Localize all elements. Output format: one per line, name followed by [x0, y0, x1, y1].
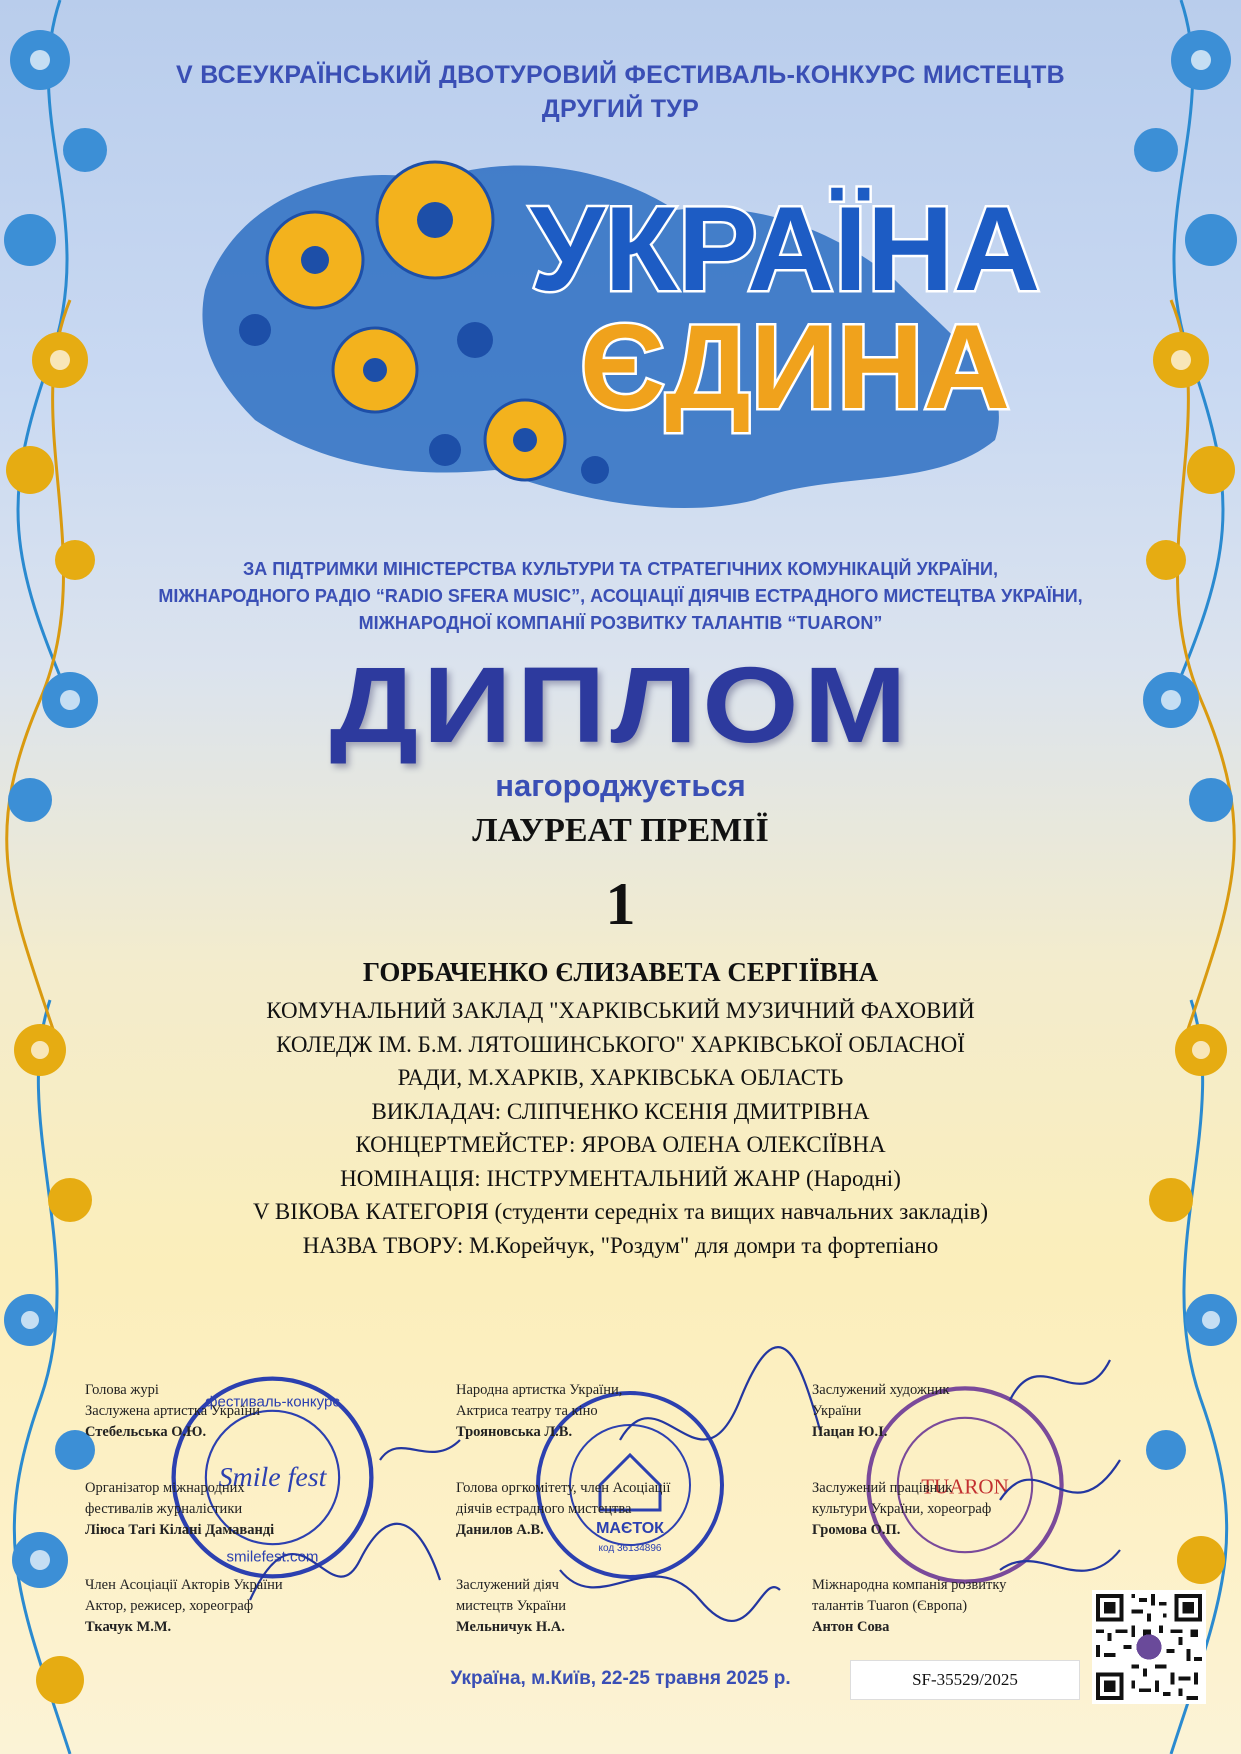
details-line: V ВІКОВА КАТЕГОРІЯ (студенти середніх та вищих навчальних закладів) [252, 1199, 989, 1224]
logo-word-united: ЄДИНА [579, 300, 1011, 434]
festival-title-line1: V ВСЕУКРАЇНСЬКИЙ ДВОТУРОВИЙ ФЕСТИВАЛЬ-КОНКУРС МИСТЕЦТВ [175, 61, 1066, 89]
signatory-jury-head [85, 1380, 260, 1443]
signatory-name: Трояновська Л.В. [456, 1424, 573, 1440]
details-line: НОМІНАЦІЯ: ІНСТРУМЕНТАЛЬНИЙ ЖАНР (Народні) [340, 1165, 901, 1191]
support-line2: МІЖНАРОДНОГО РАДІО “RADIO SFERA MUSIC”, АСОЦІАЦІЇ ДІЯЧІВ ЕСТРАДНОГО МИСТЕЦТВА УКРАЇНИ, [158, 586, 1083, 606]
signatory-role: культури України, хореограф [812, 1501, 992, 1517]
signatory-role: України [812, 1403, 862, 1419]
signatory-role: Міжнародна компанія розвитку [812, 1577, 1007, 1593]
tuaron-stamp-center: TUARON [921, 1474, 1009, 1499]
support-line1: ЗА ПІДТРИМКИ МІНІСТЕРСТВА КУЛЬТУРИ ТА СТРАТЕГІЧНИХ КОМУНІКАЦІЙ УКРАЇНИ, [243, 559, 998, 579]
maetok-stamp-center: МАЄТОК [596, 1520, 664, 1537]
signatory-role: Заслужений художник [812, 1382, 950, 1398]
support-text [0, 556, 1241, 637]
signatory-role: талантів Tuaron (Європа) [812, 1598, 968, 1614]
signatory-name: Данилов А.В. [456, 1522, 544, 1538]
signatory-role: діячів естрадного мистецтва [456, 1501, 632, 1517]
signatory-melnychuk [456, 1575, 566, 1638]
signatory-name: Громова О.П. [812, 1522, 901, 1538]
details-line: РАДИ, М.ХАРКІВ, ХАРКІВСЬКА ОБЛАСТЬ [397, 1065, 844, 1090]
serial-number: SF-35529/2025 [850, 1660, 1080, 1700]
maetok-stamp-code: код 36134896 [598, 1543, 662, 1554]
signatory-sova [812, 1575, 1006, 1638]
recipient-details [0, 994, 1241, 1262]
prize-title: ЛАУРЕАТ ПРЕМІЇ [472, 812, 769, 849]
signatory-troyanovska [456, 1380, 622, 1443]
prize-place: 1 [605, 871, 636, 937]
logo-word-ukraine: УКРАЇНА [529, 182, 1041, 316]
signatory-role: Заслужений працівник [812, 1480, 953, 1496]
signatory-role: Актор, режисер, хореограф [85, 1598, 254, 1614]
smile-stamp-top: фестиваль-конкурс [205, 1393, 340, 1411]
recipient-name: ГОРБАЧЕНКО ЄЛИЗАВЕТА СЕРГІЇВНА [362, 957, 879, 987]
event-place-date: Україна, м.Київ, 22-25 травня 2025 р. [450, 1668, 791, 1689]
signatory-name: Мельничук Н.А. [456, 1619, 565, 1635]
ukraine-united-logo [195, 140, 1055, 520]
signatory-role: Актриса театру та кіно [456, 1403, 598, 1419]
details-line: КОМУНАЛЬНИЙ ЗАКЛАД "ХАРКІВСЬКИЙ МУЗИЧНИЙ ФАХОВИЙ [266, 998, 975, 1023]
smile-stamp-center: Smile fest [218, 1462, 327, 1494]
signatory-role: Заслужена артистка України [85, 1403, 261, 1419]
qr-code[interactable] [1092, 1590, 1206, 1704]
signatory-role: Голова оргкомітету, член Асоціації [456, 1480, 671, 1496]
signatory-name: Стебельська О.Ю. [85, 1424, 207, 1440]
signatory-patsan [812, 1380, 949, 1443]
details-line: КОНЦЕРТМЕЙСТЕР: ЯРОВА ОЛЕНА ОЛЕКСІЇВНА [355, 1132, 886, 1157]
festival-title [0, 58, 1241, 126]
details-line: КОЛЕДЖ ІМ. Б.М. ЛЯТОШИНСЬКОГО" ХАРКІВСЬКОЇ ОБЛАСНОЇ [276, 1031, 965, 1057]
signatory-role: Організатор міжнародних [85, 1480, 245, 1496]
signatory-damavandi [85, 1478, 274, 1541]
support-line3: МІЖНАРОДНОЇ КОМПАНІЇ РОЗВИТКУ ТАЛАНТІВ “TUARON” [358, 613, 883, 633]
signatory-role: Член Асоціації Акторів України [85, 1577, 283, 1593]
signatory-role: Народна артистка України, [456, 1382, 623, 1398]
signatory-role: мистецтв України [456, 1598, 566, 1614]
smile-stamp-bottom: smilefest.com [226, 1548, 319, 1566]
awarded-label: нагороджується [495, 768, 746, 803]
signatory-name: Ліюса Тагі Кілані Дамаванді [85, 1522, 275, 1538]
signatory-name: Ткачук М.М. [85, 1619, 172, 1635]
signatory-gromova [812, 1478, 991, 1541]
details-line: ВИКЛАДАЧ: СЛІПЧЕНКО КСЕНІЯ ДМИТРІВНА [371, 1098, 870, 1124]
signatory-name: Пацан Ю.І. [812, 1424, 888, 1440]
signatory-tkachuk [85, 1575, 283, 1638]
festival-title-line2: ДРУГИЙ ТУР [541, 95, 700, 123]
signatory-name: Антон Сова [812, 1619, 890, 1635]
signatory-role: фестивалів журналістики [85, 1501, 243, 1517]
signatory-role: Заслужений діяч [456, 1577, 559, 1593]
details-line: НАЗВА ТВОРУ: М.Корейчук, "Роздум" для домри та фортепіано [302, 1232, 939, 1258]
signatory-danylov [456, 1478, 670, 1541]
signatory-role: Голова журі [85, 1382, 159, 1398]
diploma-title: ДИПЛОМ [329, 644, 912, 765]
